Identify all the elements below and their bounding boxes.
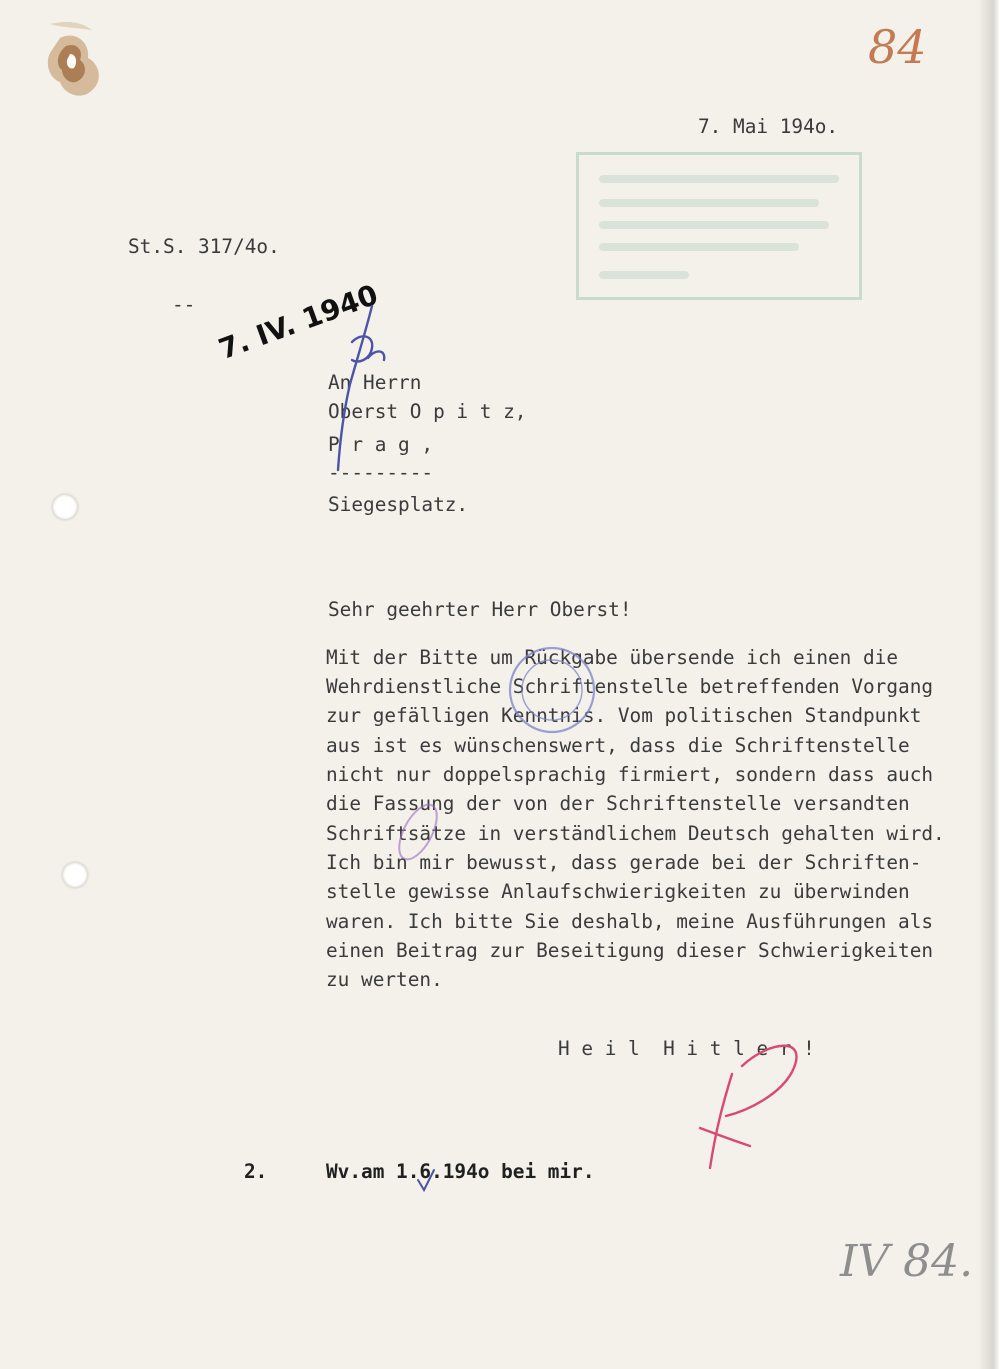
address-underline: --------- — [328, 461, 434, 484]
body-line: Schriftsätze in verständlichem Deutsch gehalten wird. — [326, 822, 945, 845]
punch-hole-upper — [52, 494, 78, 520]
letter-greeting: Sehr geehrter Herr Oberst! — [328, 598, 632, 621]
address-street: Siegesplatz. — [328, 493, 469, 516]
letter-closing: H e i l H i t l e r ! — [558, 1037, 815, 1060]
archive-mark: IV 84. — [840, 1236, 974, 1287]
address-city: P r a g , — [328, 433, 434, 456]
reference-dash: -- — [172, 293, 196, 316]
note-text: Wv.am 1.6.194o bei mir. — [326, 1160, 595, 1183]
green-receipt-stamp — [576, 152, 862, 300]
folio-number: 84 — [868, 20, 927, 74]
body-line: nicht nur doppelsprachig firmiert, sondern dass auch — [326, 763, 934, 786]
body-line: Mit der Bitte um Rückgabe übersende ich einen die — [326, 646, 899, 669]
address-salutation: An Herrn — [328, 371, 422, 394]
body-line: zu werten. — [326, 968, 443, 991]
address-name: Oberst O p i t z, — [328, 400, 527, 423]
burn-stain — [20, 20, 130, 130]
note-number: 2. — [244, 1160, 268, 1183]
body-line: Ich bin mir bewusst, dass gerade bei der Schriften- — [326, 851, 922, 874]
received-date-stamp: 7. IV. 1940 — [214, 277, 383, 367]
red-pencil-signature — [700, 1046, 796, 1168]
reference-number: St.S. 317/4o. — [128, 235, 280, 258]
paper-edge — [978, 0, 1000, 1369]
body-line: zur gefälligen Kenntnis. Vom politischen Standpunkt — [326, 704, 922, 727]
body-line: aus ist es wünschenswert, dass die Schriftenstelle — [326, 734, 910, 757]
body-line: die Fassung der von der Schriftenstelle versandten — [326, 792, 910, 815]
body-line: Wehrdienstliche Schriftenstelle betreffenden Vorgang — [326, 675, 934, 698]
punch-hole-lower — [62, 862, 88, 888]
body-line: stelle gewisse Anlaufschwierigkeiten zu überwinden — [326, 880, 910, 903]
body-line: waren. Ich bitte Sie deshalb, meine Ausführungen als — [326, 910, 934, 933]
letter-date: 7. Mai 194o. — [698, 115, 839, 138]
body-line: einen Beitrag zur Beseitigung dieser Schwierigkeiten — [326, 939, 934, 962]
